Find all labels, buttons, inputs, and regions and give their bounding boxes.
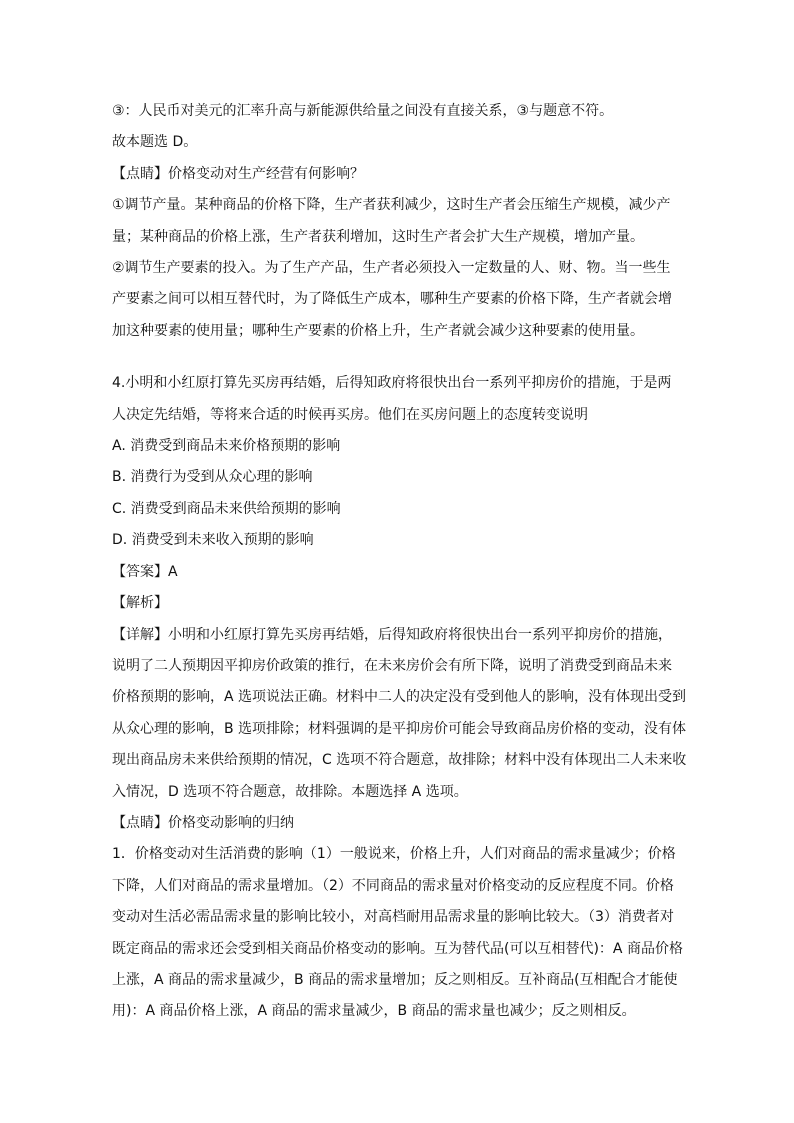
note-heading: 【点睛】价格变动影响的归纳 <box>112 814 294 831</box>
tip-line: 量；某种商品的价格上涨，生产者获利增加，这时生产者会扩大生产规模，增加产量。 <box>112 228 644 245</box>
question-stem-line: 人决定先结婚，等将来合适的时候再买房。他们在买房问题上的态度转变说明 <box>112 406 588 423</box>
tip-line: ②调节生产要素的投入。为了生产产品，生产者必须投入一定数量的人、财、物。当一些生 <box>112 260 671 277</box>
section-gap <box>112 347 692 368</box>
tip-line: ①调节产量。某种商品的价格下降，生产者获利减少，这时生产者会压缩生产规模，减少产 <box>112 197 671 214</box>
explanation-line-3: ③：人民币对美元的汇率升高与新能源供给量之间没有直接关系，③与题意不符。 <box>112 103 614 119</box>
note-line: 1．价格变动对生活消费的影响（1）一般说来，价格上升，人们对商品的需求量减少；价格 <box>112 846 676 863</box>
note-line: 既定商品的需求还会受到相关商品价格变动的影响。互为替代品(可以互相替代)：A 商品价格 <box>112 940 683 957</box>
analysis-line: 说明了二人预期因平抑房价政策的推行，在未来房价会有所下降，说明了消费受到商品未来 <box>112 657 672 674</box>
tip-heading: 【点睛】价格变动对生产经营有何影响？ <box>112 165 364 182</box>
document-page <box>112 96 692 1028</box>
option-c: C. 消费受到商品未来供给预期的影响 <box>112 500 341 517</box>
analysis-line: 从众心理的影响，B 选项排除；材料强调的是平抑房价可能会导致商品房价格的变动，没有体 <box>112 720 687 737</box>
question-stem-line: 4.小明和小红原打算先买房再结婚，后得知政府将很快出台一系列平抑房价的措施，于是两 <box>112 375 672 392</box>
answer-line: 【答案】A <box>112 563 178 580</box>
tip-line: 产要素之间可以相互替代时，为了降低生产成本，哪种生产要素的价格下降，生产者就会增 <box>112 291 672 308</box>
analysis-heading: 【解析】 <box>112 595 168 612</box>
conclusion-line: 故本题选 D。 <box>112 134 198 151</box>
tip-line: 加这种要素的使用量；哪种生产要素的价格上升，生产者就会减少这种要素的使用量。 <box>112 322 644 339</box>
previous-question-explanation <box>112 96 692 347</box>
option-d: D. 消费受到未来收入预期的影响 <box>112 532 314 549</box>
analysis-line: 【详解】小明和小红原打算先买房再结婚，后得知政府将很快出台一系列平抑房价的措施， <box>112 626 672 643</box>
analysis-line: 现出商品房未来供给预期的情况，C 选项不符合题意，故排除；材料中没有体现出二人未来收 <box>112 752 687 769</box>
question-4 <box>112 368 692 1028</box>
analysis-line: 价格预期的影响，A 选项说法正确。材料中二人的决定没有受到他人的影响，没有体现出受到 <box>112 689 687 706</box>
option-b: B. 消费行为受到从众心理的影响 <box>112 469 313 486</box>
note-line: 下降，人们对商品的需求量增加。（2）不同商品的需求量对价格变动的反应程度不同。价格 <box>112 877 674 894</box>
analysis-line: 入情况，D 选项不符合题意，故排除。本题选择 A 选项。 <box>112 783 468 800</box>
note-line: 变动对生活必需品需求量的影响比较小，对高档耐用品需求量的影响比较大。（3）消费者对 <box>112 909 674 926</box>
note-line: 上涨，A 商品的需求量减少，B 商品的需求量增加；反之则相反。互补商品(互相配合才能使 <box>112 971 678 988</box>
option-a: A. 消费受到商品未来价格预期的影响 <box>112 438 341 455</box>
note-line: 用)：A 商品价格上涨，A 商品的需求量减少，B 商品的需求量也减少；反之则相反。 <box>112 1003 636 1020</box>
